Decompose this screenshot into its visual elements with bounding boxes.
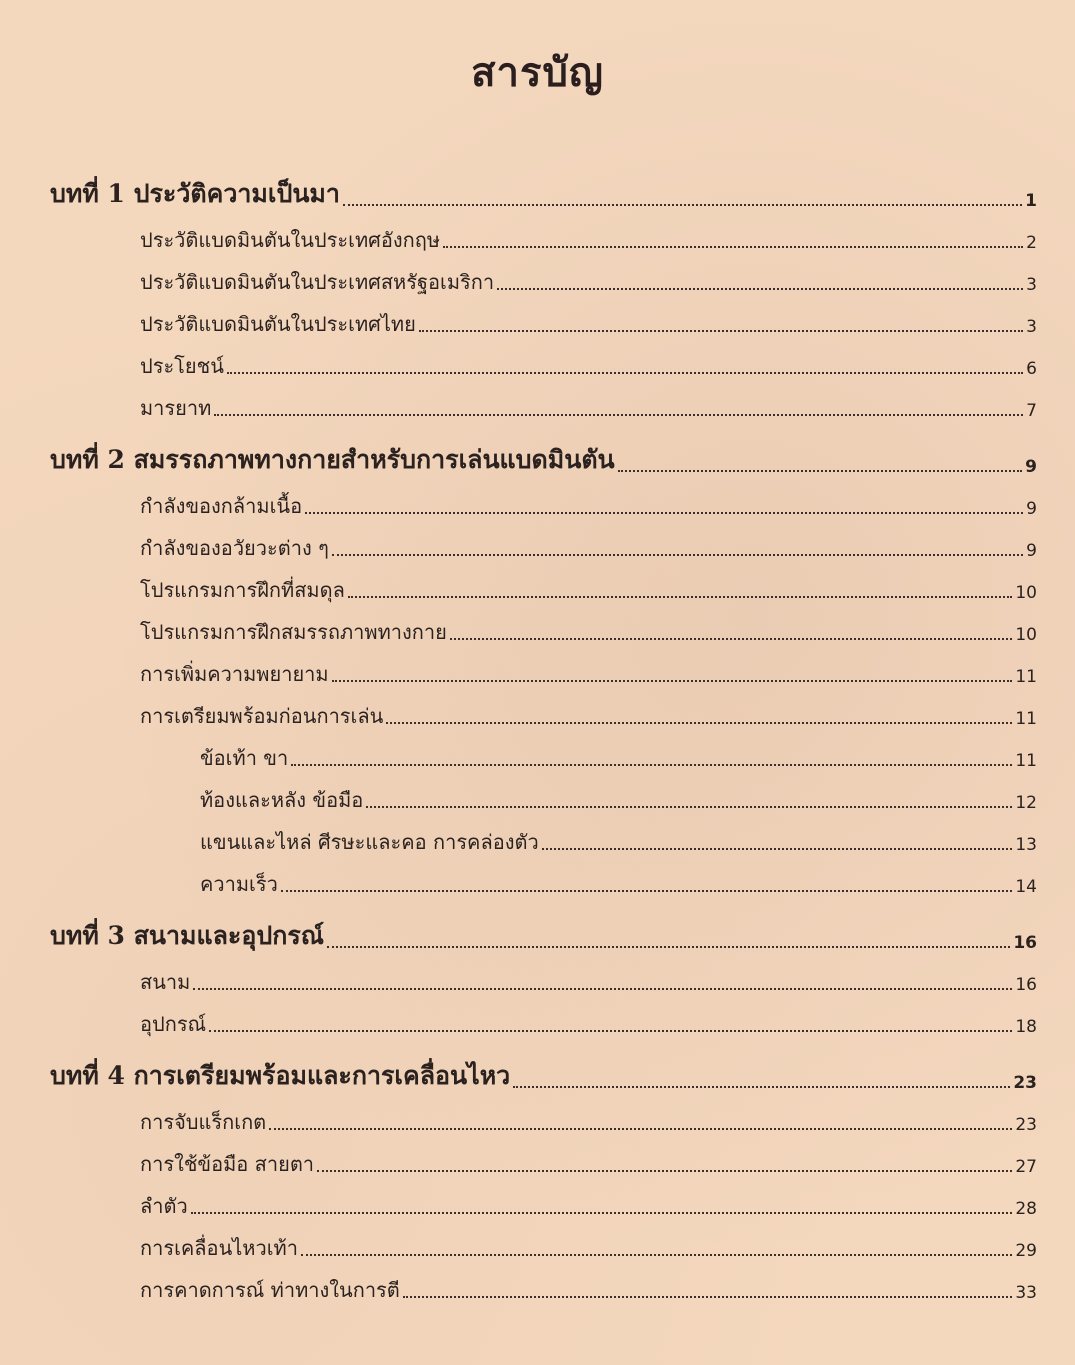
toc-page-number: 3 xyxy=(1026,275,1037,295)
toc-entry-label: ลำตัว xyxy=(140,1194,188,1218)
toc-page-number: 11 xyxy=(1015,667,1037,687)
toc-page-number: 11 xyxy=(1015,709,1037,729)
toc-chapter-entry xyxy=(0,920,1037,956)
toc-page-number: 16 xyxy=(1013,933,1037,953)
toc-entry-label: แขนและไหล่ ศีรษะและคอ การคล่องตัว xyxy=(200,830,539,854)
toc-section-entry xyxy=(0,528,1037,564)
dot-leader xyxy=(191,1212,1013,1214)
toc-chapter-entry xyxy=(0,1060,1037,1096)
dot-leader xyxy=(214,414,1023,416)
toc-subsection-entry xyxy=(0,864,1037,900)
dot-leader xyxy=(209,1030,1012,1032)
toc-page-number: 33 xyxy=(1015,1283,1037,1303)
toc-page-number: 3 xyxy=(1026,317,1037,337)
toc-section-entry xyxy=(0,262,1037,298)
toc-page-number: 11 xyxy=(1015,751,1037,771)
toc-section-entry xyxy=(0,654,1037,690)
toc-chapter-entry xyxy=(0,444,1037,480)
toc-page-number: 28 xyxy=(1015,1199,1037,1219)
dot-leader xyxy=(193,988,1012,990)
toc-entry-label: โปรแกรมการฝึกสมรรถภาพทางกาย xyxy=(140,620,447,644)
toc-page-number: 9 xyxy=(1025,457,1037,477)
toc-section-entry xyxy=(0,1228,1037,1264)
toc-page-number: 10 xyxy=(1015,583,1037,603)
toc-entry-label: การเพิ่มความพยายาม xyxy=(140,662,329,686)
dot-leader xyxy=(348,596,1013,598)
dot-leader xyxy=(497,288,1023,290)
dot-leader xyxy=(269,1128,1012,1130)
toc-entry-label: ประโยชน์ xyxy=(140,354,224,378)
toc-section-entry xyxy=(0,962,1037,998)
dot-leader xyxy=(301,1254,1012,1256)
toc-entry-label: บทที่ 3 สนามและอุปกรณ์ xyxy=(50,921,324,950)
toc-section-entry xyxy=(0,304,1037,340)
toc-chapter-entry xyxy=(0,178,1037,214)
dot-leader xyxy=(443,246,1023,248)
toc-section-entry xyxy=(0,1144,1037,1180)
toc-page-number: 18 xyxy=(1015,1017,1037,1037)
toc-section-entry xyxy=(0,388,1037,424)
toc-entry-label: การจับแร็กเกต xyxy=(140,1110,267,1134)
toc-page-number: 9 xyxy=(1026,541,1037,561)
dot-leader xyxy=(327,946,1010,948)
dot-leader xyxy=(542,848,1013,850)
toc-entry-label: ข้อเท้า ขา xyxy=(200,746,289,770)
toc-entry-label: บทที่ 4 การเตรียมพร้อมและการเคลื่อนไหว xyxy=(50,1061,511,1090)
toc-page-number: 13 xyxy=(1015,835,1037,855)
toc-subsection-entry xyxy=(0,780,1037,816)
toc-page-number: 29 xyxy=(1015,1241,1037,1261)
dot-leader xyxy=(332,680,1013,682)
toc-section-entry xyxy=(0,1270,1037,1306)
toc-page-number: 10 xyxy=(1015,625,1037,645)
toc-entry-label: ประวัติแบดมินตันในประเทศไทย xyxy=(140,312,416,336)
dot-leader xyxy=(513,1086,1010,1088)
toc-page-number: 23 xyxy=(1013,1073,1037,1093)
toc-entry-label: การคาดการณ์ ท่าทางในการตี xyxy=(140,1278,400,1302)
page-title: สารบัญ xyxy=(471,49,604,96)
toc-section-entry xyxy=(0,1186,1037,1222)
dot-leader xyxy=(317,1170,1012,1172)
toc-entry-label: ประวัติแบดมินตันในประเทศอังกฤษ xyxy=(140,228,440,252)
toc-entry-label: อุปกรณ์ xyxy=(140,1012,207,1036)
toc-entry-label: ความเร็ว xyxy=(200,872,278,896)
toc-entry-label: สนาม xyxy=(140,970,191,994)
toc-page-number: 9 xyxy=(1026,499,1037,519)
dot-leader xyxy=(291,764,1012,766)
toc-page-number: 2 xyxy=(1026,233,1037,253)
dot-leader xyxy=(366,806,1012,808)
dot-leader xyxy=(386,722,1012,724)
toc-page-number: 27 xyxy=(1015,1157,1037,1177)
dot-leader xyxy=(305,512,1023,514)
toc-entry-label: บทที่ 2 สมรรถภาพทางกายสำหรับการเล่นแบดมินตัน xyxy=(50,445,615,474)
toc-section-entry xyxy=(0,696,1037,732)
dot-leader xyxy=(343,204,1022,206)
toc-section-entry xyxy=(0,1004,1037,1040)
toc-page-number: 6 xyxy=(1026,359,1037,379)
dot-leader xyxy=(450,638,1013,640)
toc-entry-label: การเตรียมพร้อมก่อนการเล่น xyxy=(140,704,384,728)
toc-page-number: 7 xyxy=(1026,401,1037,421)
dot-leader xyxy=(281,890,1013,892)
toc-section-entry xyxy=(0,220,1037,256)
toc-page-number: 1 xyxy=(1025,191,1037,211)
toc-entry-label: กำลังของอวัยวะต่าง ๆ xyxy=(140,536,329,560)
toc-section-entry xyxy=(0,570,1037,606)
toc-subsection-entry xyxy=(0,822,1037,858)
toc-entry-label: การใช้ข้อมือ สายตา xyxy=(140,1152,315,1176)
toc-page-number: 12 xyxy=(1015,793,1037,813)
toc-entry-label: กำลังของกล้ามเนื้อ xyxy=(140,494,303,518)
toc-section-entry xyxy=(0,1102,1037,1138)
toc-page-number: 16 xyxy=(1015,975,1037,995)
toc-page-number: 23 xyxy=(1015,1115,1037,1135)
toc-entry-label: โปรแกรมการฝึกที่สมดุล xyxy=(140,578,345,602)
toc-section-entry xyxy=(0,612,1037,648)
toc-entry-label: บทที่ 1 ประวัติความเป็นมา xyxy=(50,179,340,208)
dot-leader xyxy=(618,470,1023,472)
dot-leader xyxy=(227,372,1023,374)
toc-page-number: 14 xyxy=(1015,877,1037,897)
toc-section-entry xyxy=(0,486,1037,522)
toc-section-entry xyxy=(0,346,1037,382)
toc-entry-label: ท้องและหลัง ข้อมือ xyxy=(200,788,364,812)
toc-entry-label: การเคลื่อนไหวเท้า xyxy=(140,1236,298,1260)
dot-leader xyxy=(332,554,1023,556)
dot-leader xyxy=(419,330,1023,332)
dot-leader xyxy=(403,1296,1013,1298)
toc-subsection-entry xyxy=(0,738,1037,774)
toc-entry-label: มารยาท xyxy=(140,396,212,420)
toc-entry-label: ประวัติแบดมินตันในประเทศสหรัฐอเมริกา xyxy=(140,270,495,294)
